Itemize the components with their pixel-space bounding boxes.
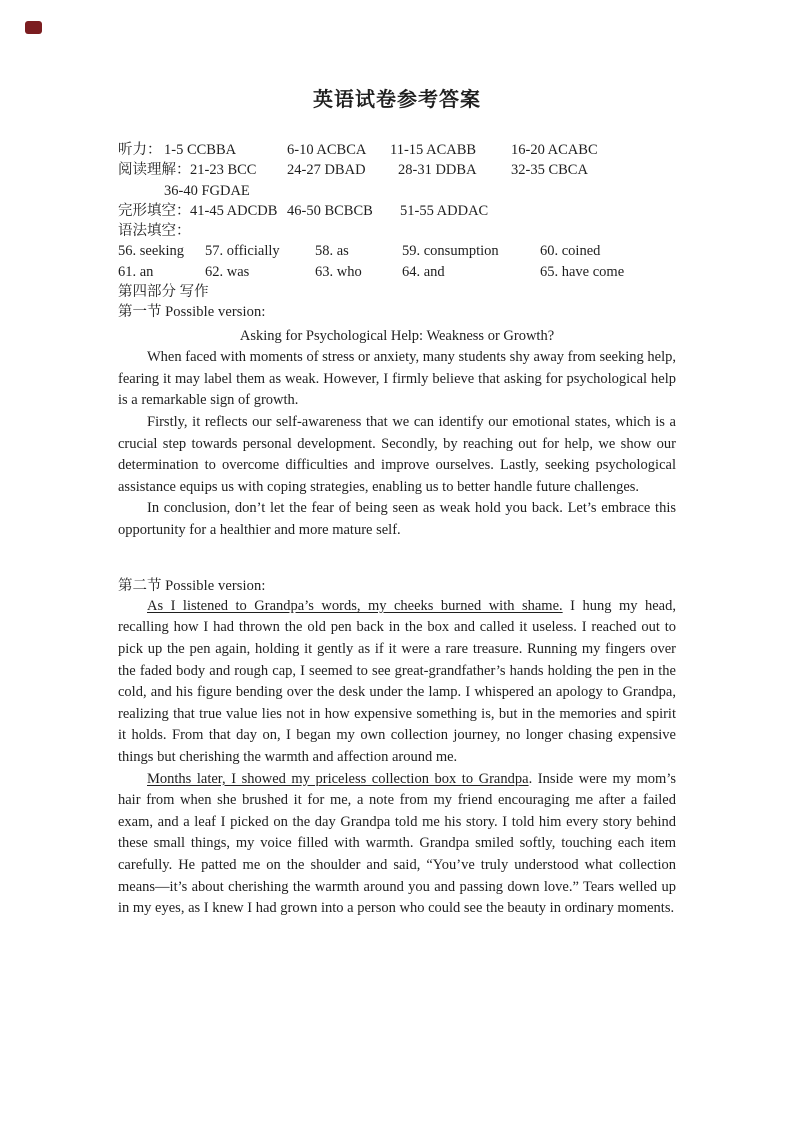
answer-cell: 21-23 BCC [190, 162, 257, 179]
answer-row-grammar-1 [118, 241, 676, 261]
answer-row-reading [118, 160, 676, 180]
answer-cell: 28-31 DDBA [398, 162, 477, 179]
section-label: 语法填空： [118, 223, 191, 240]
section1-heading [118, 302, 676, 322]
page-title: 英语试卷参考答案 [313, 89, 481, 111]
answer-cell: 64. and [402, 263, 445, 280]
section-label: 完形填空： [118, 202, 191, 219]
answer-row-cloze [118, 201, 676, 221]
essay1-paragraph-1: When faced with moments of stress or anxiety, many students shy away from seeking help, fearing it may label them as weak. However, I firmly believe that asking for psychological help is a remarkable sign of growth. [118, 349, 676, 409]
answer-cell: 24-27 DBAD [287, 162, 366, 179]
answer-cell: 32-35 CBCA [511, 162, 588, 179]
answer-row-grammar-label [118, 221, 676, 241]
paragraph-continuation: I hung my head, recalling how I had thrown the old pen back in the box and called it useless. I reached out to pick up the pen again, holding it gently as if it were a rare treasure. Running my fingers over the faded body and rough cap, I seemed to see great-grandfather’s hands holding the pen in the cold, and his figure bending over the desk under the lamp. I whispered an apology to Grandpa, realizing that true value lies not in how expensive something is, but in the memories and spirit it holds. From that day on, I began my own collection journey, no longer chasing expensive things but cherishing the warmth and affection around me. [118, 597, 676, 765]
answer-cell: 60. coined [540, 243, 601, 260]
answer-cell: 65. have come [540, 263, 625, 280]
section1-heading-en: Possible version: [165, 304, 266, 321]
answer-cell: 6-10 ACBCA [287, 142, 367, 158]
answer-cell: 1-5 CCBBA [164, 142, 237, 158]
answer-cell: 56. seeking [118, 243, 185, 260]
answer-key [118, 140, 676, 282]
answer-cell: 46-50 BCBCB [287, 202, 373, 219]
answer-cell: 63. who [315, 263, 362, 280]
answer-cell: 62. was [205, 263, 250, 280]
paragraph-continuation: . Inside were my mom’s hair from when she brushed it for me, a note from my friend encouraging me after a failed exam, and a leaf I picked on the day Grandpa told me his story. I told him every story behind these small things, my voice filled with warmth. Grandpa smiled softly, touching each item carefully. He patted me on the shoulder and said, “You’ve truly understood what collection means—it’s about cherishing the warmth around you and passing down love.” Tears welled up in my eyes, as I knew I had grown into a person who could see the beauty in ordinary moments. [118, 770, 676, 917]
essay1-paragraph-3: In conclusion, don’t let the fear of being seen as weak hold you back. Let’s embrace this opportunity for a healthier and more mature self. [118, 500, 676, 538]
answer-cell: 11-15 ACABB [390, 142, 477, 158]
answer-cell: 16-20 ACABC [511, 142, 598, 158]
section1-heading-zh: 第一节 [118, 304, 162, 321]
part4-heading: 第四部分 写作 [118, 284, 209, 301]
essay2-paragraph-2 [118, 769, 676, 920]
answer-row-reading-extra [118, 181, 676, 201]
underlined-sentence: As I listened to Grandpa’s words, my cheeks burned with shame. [147, 597, 563, 614]
essay1-title: Asking for Psychological Help: Weakness or Growth? [239, 327, 555, 344]
answer-row-listening [118, 140, 676, 160]
answer-row-grammar-2 [118, 262, 676, 282]
red-stamp-mark [25, 21, 42, 34]
underlined-sentence: Months later, I showed my priceless collection box to Grandpa [147, 770, 529, 787]
answer-cell: 59. consumption [402, 243, 499, 260]
section-label: 听力： [118, 142, 162, 158]
answer-cell: 41-45 ADCDB [190, 202, 278, 219]
answer-cell: 51-55 ADDAC [400, 202, 489, 219]
section2-heading-en: Possible version: [165, 577, 266, 594]
document-content [118, 0, 676, 920]
answer-cell: 61. an [118, 263, 154, 280]
essay2-paragraph-1 [118, 596, 676, 769]
answer-cell: 36-40 FGDAE [164, 182, 250, 199]
section2-heading [118, 576, 676, 596]
essay1-paragraph-2: Firstly, it reflects our self-awareness that we can identify our emotional states, which is a crucial step towards personal development. Secondly, by reaching out for help, we show our determination to overcome difficulties and improve ourselves. Lastly, seeking psychological assistance equips us with coping strategies, enabling us to better handle future challenges. [118, 413, 676, 495]
answer-cell: 58. as [315, 243, 349, 260]
section-label: 阅读理解： [118, 162, 191, 179]
section2-heading-zh: 第二节 [118, 577, 162, 594]
answer-cell: 57. officially [205, 243, 280, 260]
